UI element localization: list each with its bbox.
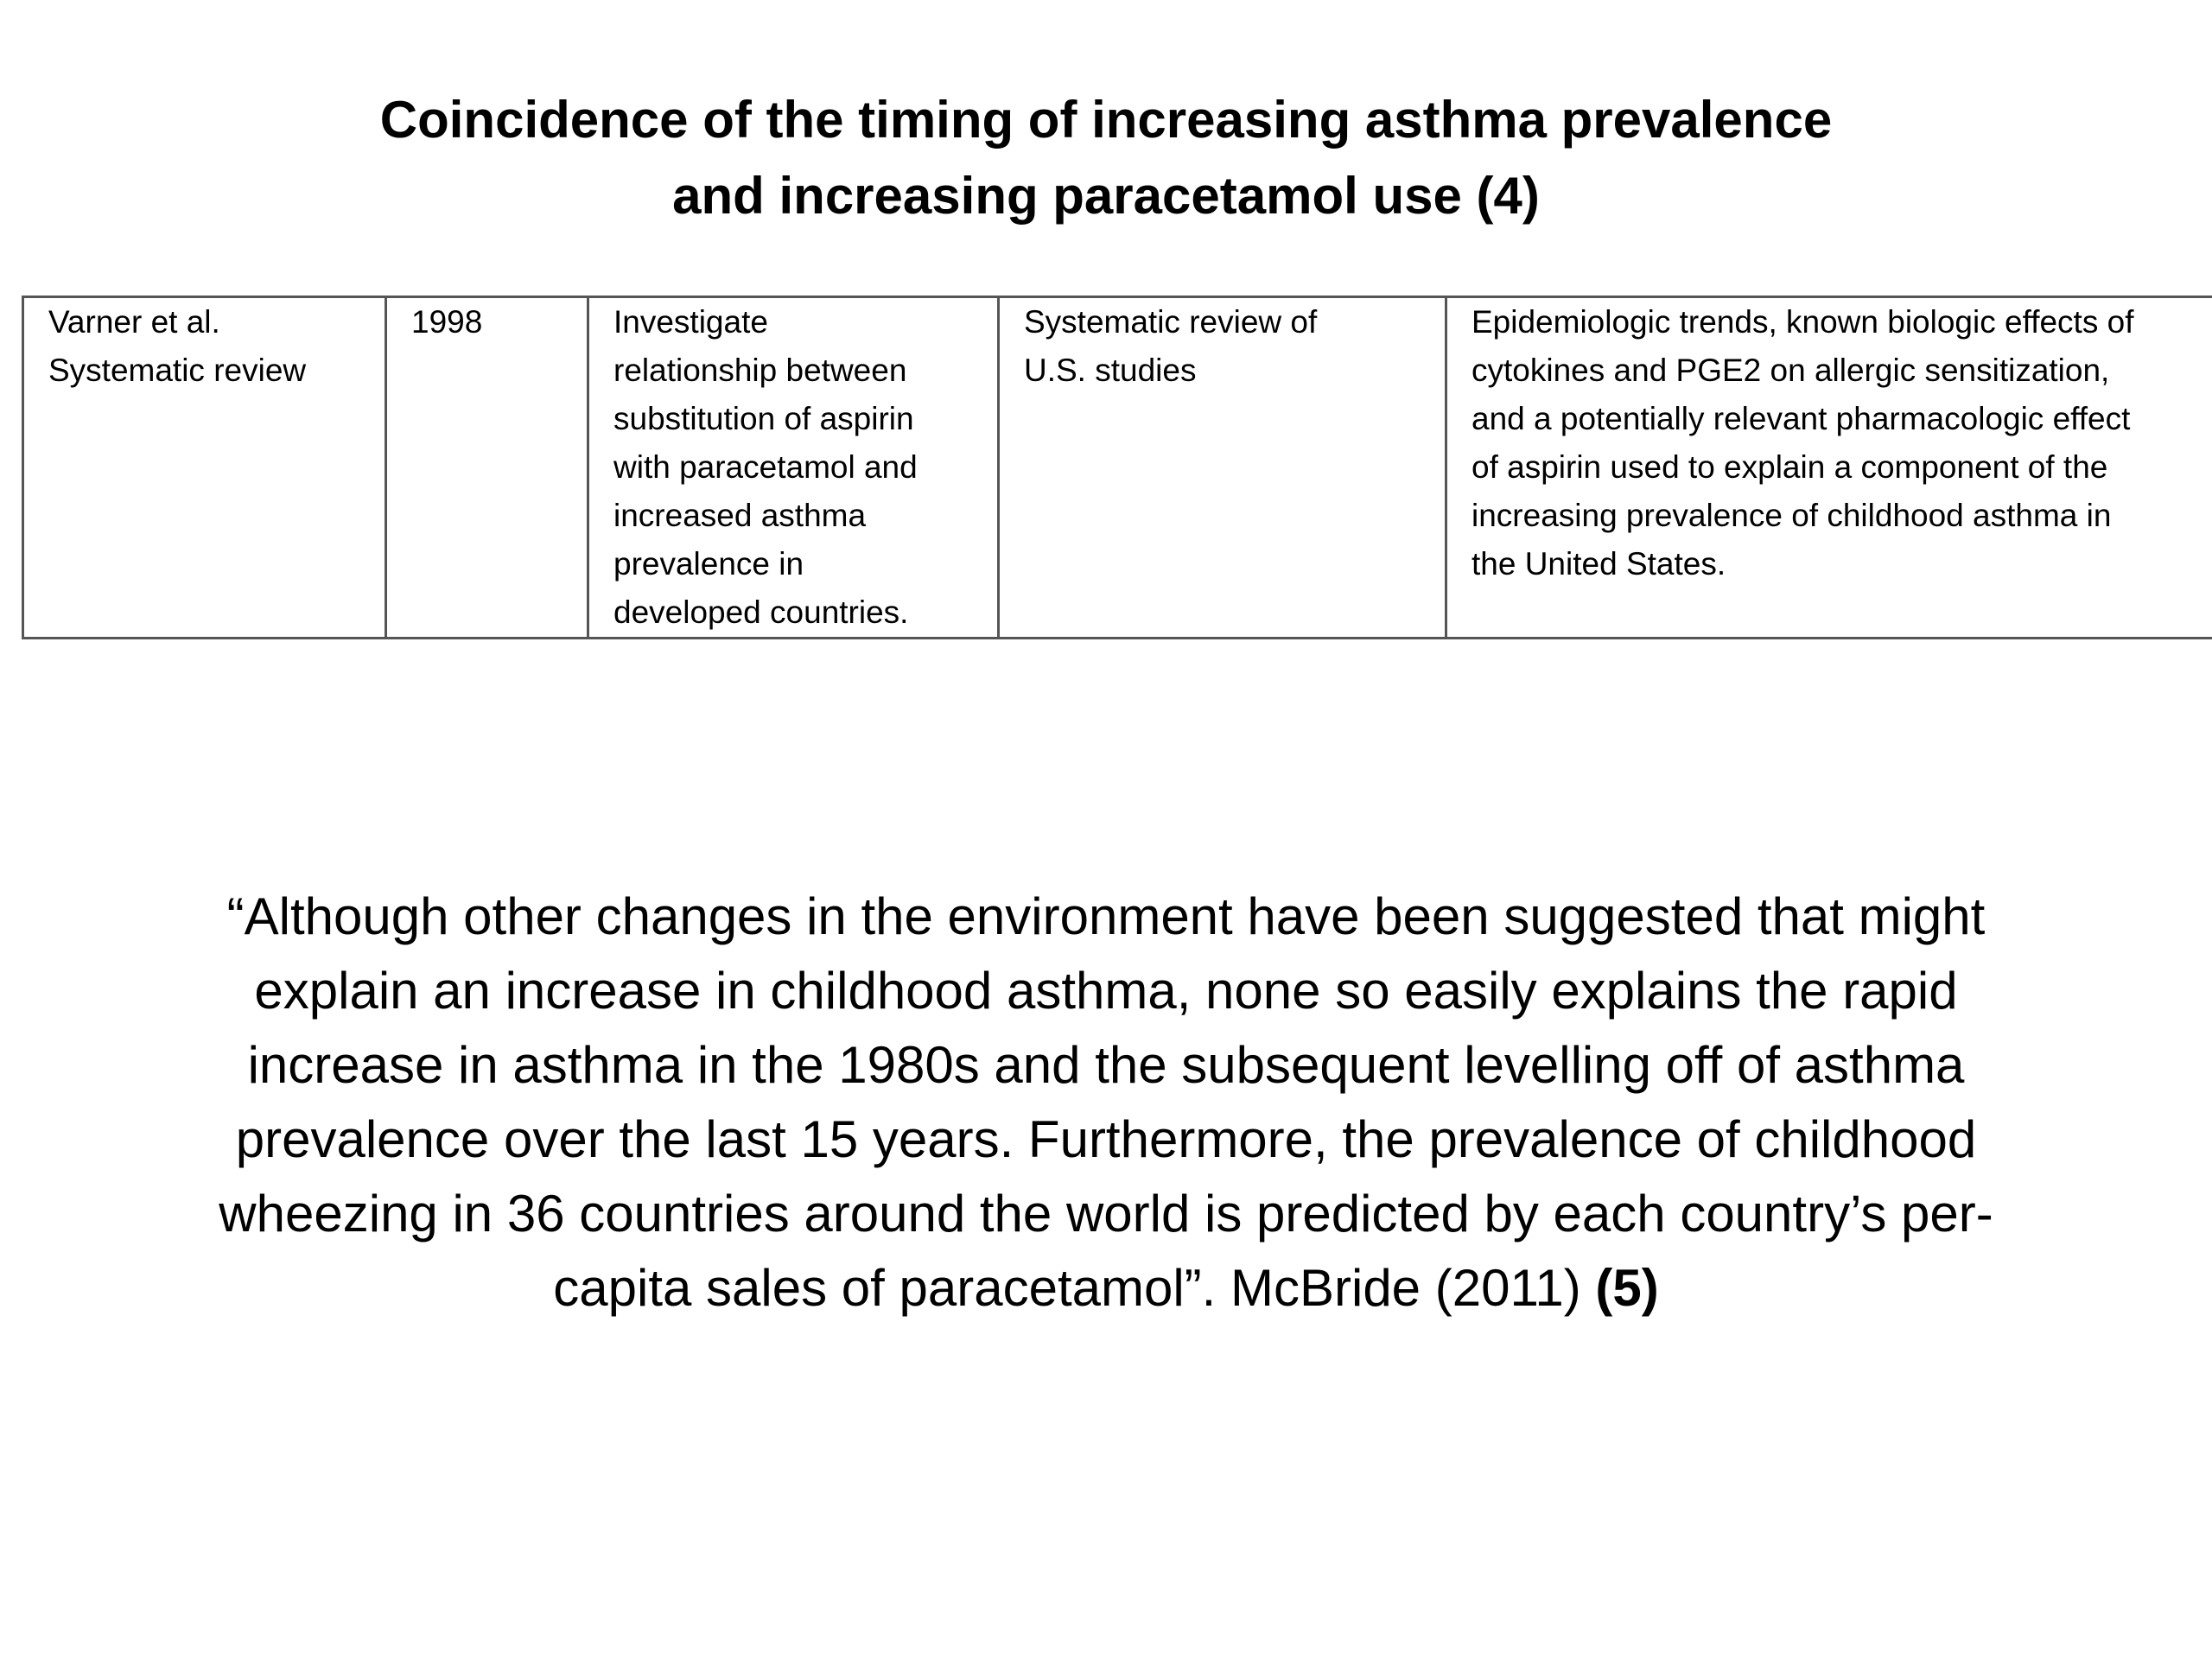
aim-line: prevalence in bbox=[613, 546, 804, 582]
findings-line: and a potentially relevant pharmacologic effect bbox=[1471, 401, 2131, 436]
findings-line: Epidemiologic trends, known biologic effects of bbox=[1471, 304, 2134, 340]
aim-line: relationship between bbox=[613, 353, 907, 388]
findings-line: of aspirin used to explain a component of the bbox=[1471, 449, 2108, 485]
quote-line: increase in asthma in the 1980s and the subsequent levelling off of asthma bbox=[247, 1036, 1965, 1094]
findings-line: the United States. bbox=[1471, 546, 1726, 582]
mcbride-quote bbox=[0, 880, 2212, 1325]
quote-line: explain an increase in childhood asthma, none so easily explains the rapid bbox=[254, 962, 1958, 1020]
aim-cell bbox=[588, 297, 999, 639]
aim-line: with paracetamol and bbox=[613, 449, 918, 485]
quote-last-line-text: capita sales of paracetamol”. McBride (2011) bbox=[553, 1259, 1596, 1317]
slide-title-line-2: and increasing paracetamol use (4) bbox=[672, 167, 1540, 225]
findings-line: cytokines and PGE2 on allergic sensitization, bbox=[1471, 353, 2110, 388]
quote-line: wheezing in 36 countries around the world is predicted by each country’s per- bbox=[219, 1185, 1993, 1243]
quote-line: prevalence over the last 15 years. Furthermore, the prevalence of childhood bbox=[235, 1110, 1977, 1168]
aim-line: developed countries. bbox=[613, 594, 909, 630]
design-cell bbox=[999, 297, 1446, 639]
design-line: Systematic review of bbox=[1024, 304, 1318, 340]
author-cell bbox=[23, 297, 386, 639]
aim-line: Investigate bbox=[613, 304, 768, 340]
quote-reference: (5) bbox=[1595, 1259, 1659, 1317]
design-line: U.S. studies bbox=[1024, 353, 1197, 388]
quote-last-line bbox=[0, 1251, 2212, 1325]
author-line: Systematic review bbox=[48, 353, 307, 388]
slide-title bbox=[0, 82, 2212, 234]
quote-line: “Although other changes in the environment have been suggested that might bbox=[226, 887, 1986, 945]
findings-cell bbox=[1446, 297, 2212, 639]
aim-line: substitution of aspirin bbox=[613, 401, 914, 436]
author-line: Varner et al. bbox=[48, 304, 220, 340]
study-table bbox=[22, 296, 2212, 639]
year-text: 1998 bbox=[411, 304, 483, 340]
findings-line: increasing prevalence of childhood asthma in bbox=[1471, 498, 2112, 533]
slide-title-line-1: Coincidence of the timing of increasing asthma prevalence bbox=[379, 91, 1833, 149]
aim-line: increased asthma bbox=[613, 498, 867, 533]
table-row bbox=[23, 297, 2212, 639]
year-cell bbox=[386, 297, 588, 639]
